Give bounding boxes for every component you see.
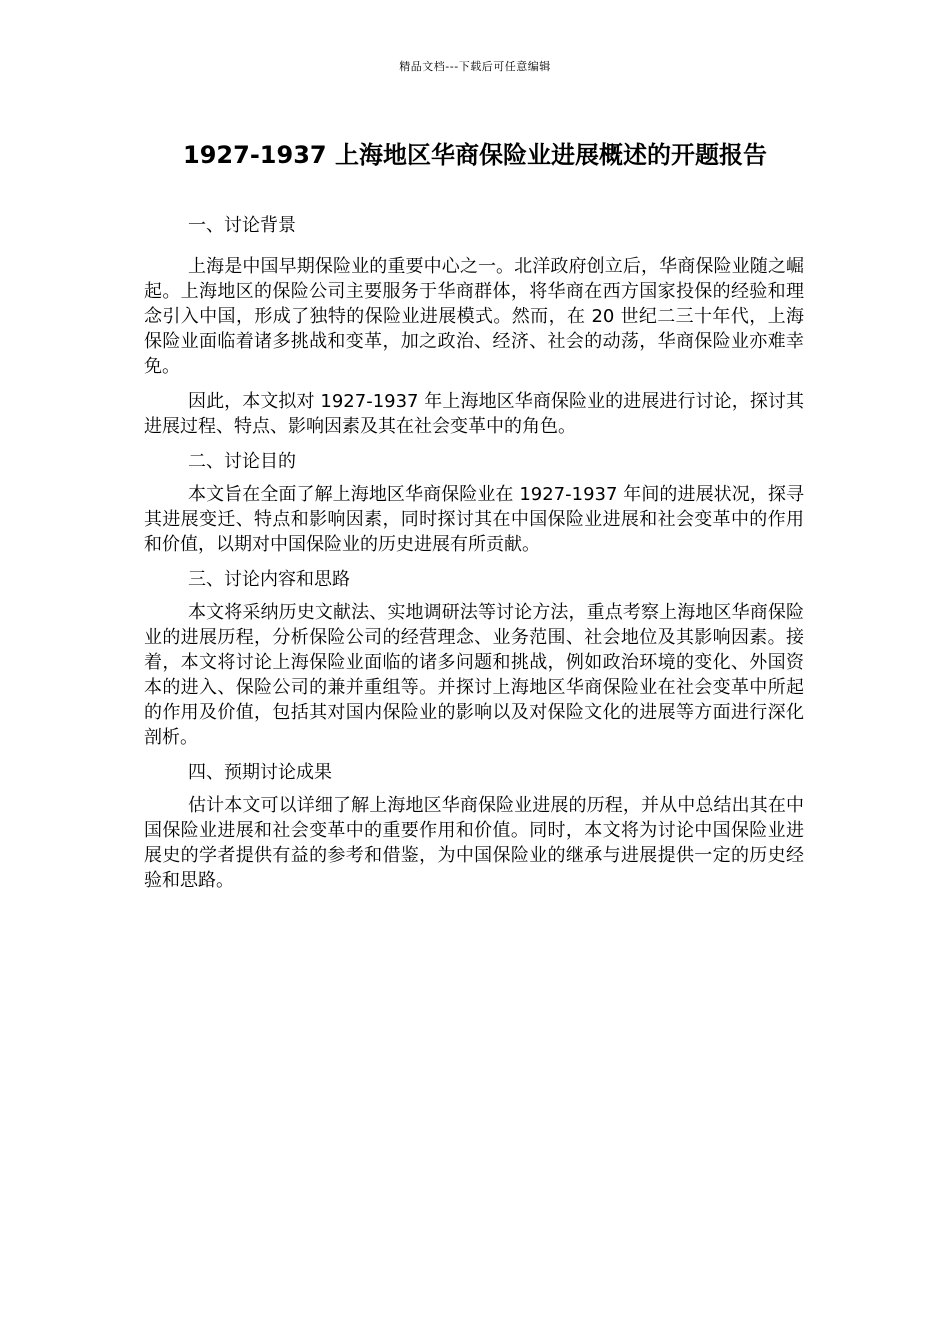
paragraph: 本文将采纳历史文献法、实地调研法等讨论方法，重点考察上海地区华商保险业的进展历程，分析保险公司的经营理念、业务范围、社会地位及其影响因素。接着，本文将讨论上海保险业面临的诸多问题和挑战，例如政治环境的变化、外国资本的进入、保险公司的兼并重组等。并探讨上海地区华商保险业在社会变革中所起的作用及价值，包括其对国内保险业的影响以及对保险文化的进展等方面进行深化剖析。 [144,602,804,748]
paragraph: 本文旨在全面了解上海地区华商保险业在 1927-1937 年间的进展状况，探寻其进展变迁、特点和影响因素，同时探讨其在中国保险业进展和社会变革中的作用和价值，以期对中国保险业的历史进展有所贡献。 [144,484,804,555]
paragraph: 估计本文可以详细了解上海地区华商保险业进展的历程，并从中总结出其在中国保险业进展和社会变革中的重要作用和价值。同时，本文将为讨论中国保险业进展史的学者提供有益的参考和借鉴，为中国保险业的继承与进展提供一定的历史经验和思路。 [144,795,804,891]
section-expected-results [144,760,804,893]
header-note: 精品文档---下载后可任意编辑 [399,60,551,73]
section-heading: 四、预期讨论成果 [188,762,332,783]
paragraph: 因此，本文拟对 1927-1937 年上海地区华商保险业的进展进行讨论，探讨其进展过程、特点、影响因素及其在社会变革中的角色。 [144,391,804,437]
document-title: 1927-1937 上海地区华商保险业进展概述的开题报告 [183,141,767,169]
section-content-approach [144,567,804,750]
section-heading: 一、讨论背景 [188,215,296,236]
section-heading: 二、讨论目的 [188,451,296,472]
paragraph: 上海是中国早期保险业的重要中心之一。北洋政府创立后，华商保险业随之崛起。上海地区的保险公司主要服务于华商群体，将华商在西方国家投保的经验和理念引入中国，形成了独特的保险业进展模式。然而，在 20 世纪二三十年代，上海保险业面临着诸多挑战和变革，加之政治、经济、社会的动荡，华商保险业亦难幸免。 [144,256,804,377]
section-purpose [144,449,804,557]
document-body [144,213,804,903]
section-heading: 三、讨论内容和思路 [188,569,350,590]
section-background [144,213,804,439]
